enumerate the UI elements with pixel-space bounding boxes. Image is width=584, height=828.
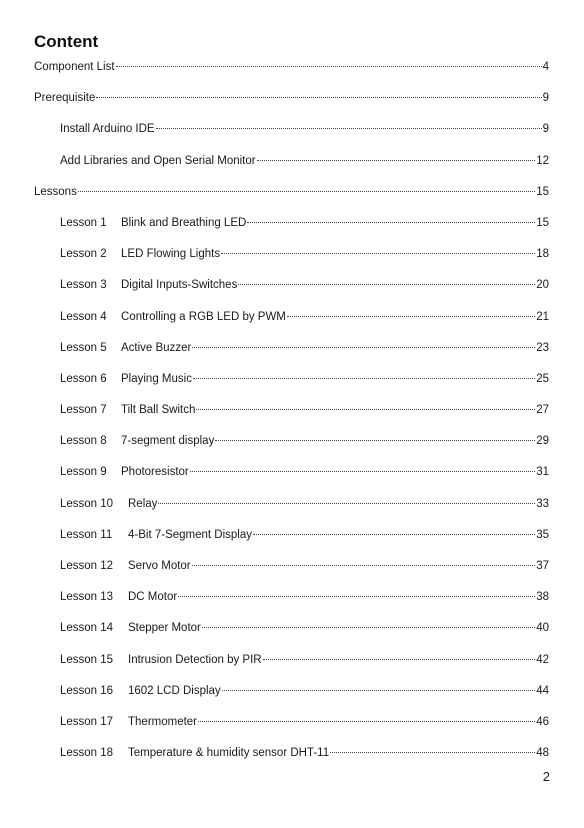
toc-entry-title: Relay xyxy=(128,497,158,510)
toc-entry-title: Servo Motor xyxy=(128,560,191,572)
table-of-contents xyxy=(0,57,584,774)
dot-leader xyxy=(158,503,535,504)
dot-leader xyxy=(178,596,535,597)
toc-entry-title: Digital Inputs-Switches xyxy=(121,279,238,292)
toc-entry-title: 7-segment display xyxy=(121,435,215,448)
dot-leader xyxy=(198,721,535,722)
toc-entry[interactable] xyxy=(0,431,584,462)
toc-entry-number: Lesson 14 xyxy=(60,622,114,635)
toc-entry-page: 4 xyxy=(542,61,549,73)
dot-leader xyxy=(238,284,535,285)
toc-entry-number: Lesson 16 xyxy=(60,684,114,697)
toc-entry-number: Lesson 11 xyxy=(60,528,113,541)
toc-entry[interactable] xyxy=(0,151,584,182)
toc-entry[interactable] xyxy=(0,650,584,681)
toc-entry-title: Playing Music xyxy=(121,372,192,385)
toc-entry[interactable] xyxy=(0,307,584,338)
toc-entry-page: 25 xyxy=(536,372,549,385)
toc-entry[interactable] xyxy=(0,400,584,431)
page-number: 2 xyxy=(542,769,550,784)
dot-leader xyxy=(116,66,542,67)
toc-entry-page: 29 xyxy=(536,435,549,448)
toc-entry[interactable] xyxy=(0,494,584,525)
toc-entry[interactable] xyxy=(0,743,584,774)
toc-entry[interactable] xyxy=(0,525,584,556)
toc-entry-title: Temperature & humidity sensor DHT-11 xyxy=(128,747,330,760)
dot-leader xyxy=(215,440,535,441)
toc-entry-page: 38 xyxy=(536,591,549,604)
toc-entry-page: 35 xyxy=(536,528,549,541)
toc-entry-page: 18 xyxy=(536,248,549,261)
toc-entry-number: Lesson 3 xyxy=(60,279,107,292)
toc-entry-page: 12 xyxy=(536,154,549,167)
toc-entry-title: LED Flowing Lights xyxy=(121,248,221,261)
toc-entry-number: Lesson 7 xyxy=(60,404,107,417)
dot-leader xyxy=(156,128,542,129)
toc-entry-page: 23 xyxy=(536,341,549,354)
dot-leader xyxy=(221,253,535,254)
toc-entry-page: 27 xyxy=(536,404,549,417)
dot-leader xyxy=(193,378,535,379)
toc-entry-page: 9 xyxy=(542,123,549,136)
toc-entry-number: Lesson 10 xyxy=(60,497,114,510)
dot-leader xyxy=(190,471,535,472)
toc-entry-title: 4-Bit 7-Segment Display xyxy=(128,528,252,541)
toc-entry-title: Prerequisite xyxy=(34,92,96,105)
toc-entry-page: 15 xyxy=(536,185,549,198)
toc-entry-page: 37 xyxy=(536,560,549,572)
dot-leader xyxy=(196,409,535,410)
toc-entry-title: Active Buzzer xyxy=(121,341,192,354)
toc-entry-title: Intrusion Detection by PIR xyxy=(128,653,262,666)
toc-entry[interactable] xyxy=(0,338,584,369)
toc-entry-title: Thermometer xyxy=(128,715,198,728)
dot-leader xyxy=(287,316,535,317)
toc-entry-title: Controlling a RGB LED by PWM xyxy=(121,310,286,323)
toc-entry[interactable] xyxy=(0,712,584,743)
toc-entry-title: Install Arduino IDE xyxy=(60,123,155,136)
toc-entry-number: Lesson 18 xyxy=(60,747,114,760)
toc-entry-number: Lesson 6 xyxy=(60,372,107,385)
dot-leader xyxy=(202,627,535,628)
toc-entry-page: 21 xyxy=(536,310,549,323)
toc-entry-number: Lesson 5 xyxy=(60,341,107,354)
dot-leader xyxy=(263,659,536,660)
toc-entry-page: 15 xyxy=(536,216,549,229)
toc-entry-number: Lesson 13 xyxy=(60,591,114,604)
toc-entry[interactable] xyxy=(0,618,584,649)
dot-leader xyxy=(192,347,535,348)
toc-entry-title: Stepper Motor xyxy=(128,622,201,635)
dot-leader xyxy=(78,191,535,192)
toc-entry-page: 44 xyxy=(536,684,549,697)
toc-entry-number: Lesson 15 xyxy=(60,653,114,666)
toc-entry[interactable] xyxy=(0,681,584,712)
toc-entry[interactable] xyxy=(0,57,584,88)
toc-entry[interactable] xyxy=(0,244,584,275)
toc-entry-page: 9 xyxy=(542,92,549,105)
dot-leader xyxy=(96,97,541,98)
toc-entry[interactable] xyxy=(0,182,584,213)
toc-entry-title: Component List xyxy=(34,61,115,73)
toc-entry[interactable] xyxy=(0,213,584,244)
toc-entry[interactable] xyxy=(0,119,584,150)
toc-entry-page: 40 xyxy=(536,622,549,635)
toc-entry-title: Photoresistor xyxy=(121,466,189,479)
toc-entry-number: Lesson 9 xyxy=(60,466,107,479)
dot-leader xyxy=(222,690,536,691)
toc-entry-number: Lesson 17 xyxy=(60,715,114,728)
toc-entry-page: 31 xyxy=(536,466,549,479)
dot-leader xyxy=(247,222,535,223)
dot-leader xyxy=(253,534,535,535)
toc-entry-title: 1602 LCD Display xyxy=(128,684,221,697)
page-title: Content xyxy=(34,32,99,51)
toc-entry-title: DC Motor xyxy=(128,591,178,604)
toc-entry[interactable] xyxy=(0,369,584,400)
dot-leader xyxy=(257,160,536,161)
toc-entry-number: Lesson 1 xyxy=(60,216,107,229)
toc-entry-page: 48 xyxy=(536,747,549,760)
toc-entry-title: Add Libraries and Open Serial Monitor xyxy=(60,154,256,167)
toc-entry-page: 42 xyxy=(536,653,549,666)
toc-entry[interactable] xyxy=(0,462,584,493)
dot-leader xyxy=(192,565,536,566)
toc-entry-number: Lesson 4 xyxy=(60,310,107,323)
toc-entry-number: Lesson 8 xyxy=(60,435,107,448)
toc-entry-page: 20 xyxy=(536,279,549,292)
toc-entry[interactable] xyxy=(0,587,584,618)
toc-entry-title: Lessons xyxy=(34,185,77,198)
toc-entry[interactable] xyxy=(0,556,584,587)
toc-entry[interactable] xyxy=(0,88,584,119)
toc-entry-number: Lesson 12 xyxy=(60,560,114,572)
toc-entry-page: 46 xyxy=(536,715,549,728)
toc-entry-number: Lesson 2 xyxy=(60,248,107,261)
toc-entry-page: 33 xyxy=(536,497,549,510)
toc-entry-title: Blink and Breathing LED xyxy=(121,216,247,229)
toc-entry-title: Tilt Ball Switch xyxy=(121,404,196,417)
toc-entry[interactable] xyxy=(0,275,584,306)
dot-leader xyxy=(330,752,535,753)
